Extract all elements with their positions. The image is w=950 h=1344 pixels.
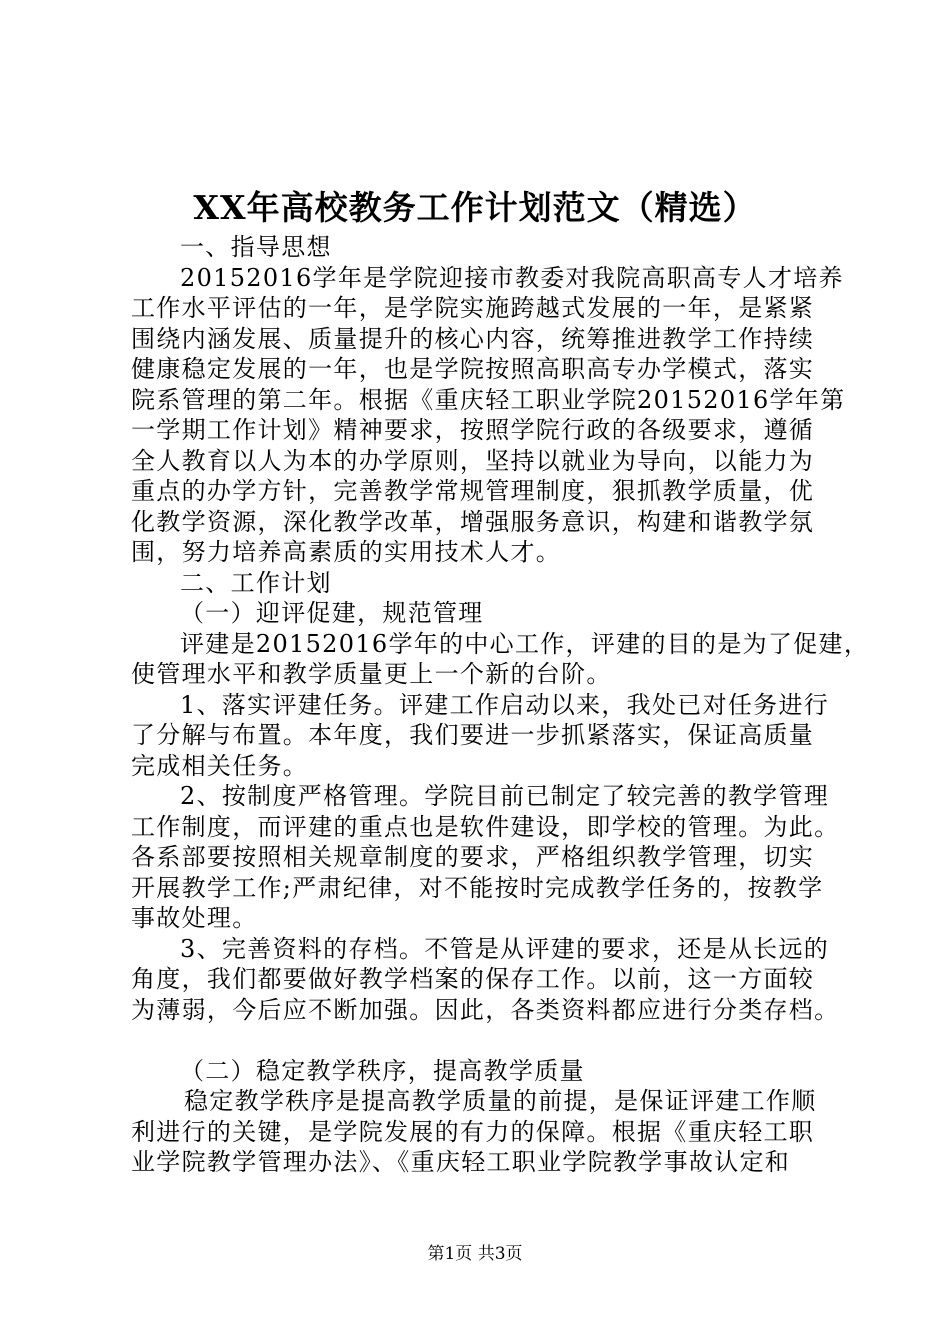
section-heading: 一、指导思想	[180, 233, 332, 261]
paragraph-line: 3、完善资料的存档。不管是从评建的要求，还是从长远的	[180, 934, 830, 963]
paragraph-line: 工作制度，而评建的重点也是软件建设，即学校的管理。为此。	[131, 812, 840, 841]
document-body	[131, 232, 870, 1178]
subsection-heading: （二）稳定教学秩序，提高教学质量	[180, 1056, 585, 1085]
paragraph-line: 健康稳定发展的一年，也是学院按照高职高专办学模式，落实	[131, 355, 815, 383]
paragraph-line: 院系管理的第二年。根据《重庆轻工职业学院20152016学年第	[131, 385, 846, 414]
paragraph-line: 业学院教学管理办法》、《重庆轻工职业学院教学事故认定和	[131, 1148, 791, 1176]
paragraph-line: 了分解与布置。本年度，我们要进一步抓紧落实，保证高质量	[131, 721, 815, 749]
paragraph-line: 评建是20152016学年的中心工作，评建的目的是为了促建，	[180, 629, 870, 658]
paragraph-line: 工作水平评估的一年，是学院实施跨越式发展的一年，是紧紧	[131, 294, 815, 322]
paragraph-line: 围，努力培养高素质的实用技术人才。	[131, 538, 562, 566]
subsection-heading: （一）迎评促建，规范管理	[180, 599, 484, 627]
section-heading: 二、工作计划	[180, 568, 332, 597]
paragraph-line: 开展教学工作;严肃纪律，对不能按时完成教学任务的，按教学	[131, 873, 824, 902]
paragraph-line: 1、落实评建任务。评建工作启动以来，我处已对任务进行	[180, 690, 830, 719]
paragraph-line: 20152016学年是学院迎接市教委对我院高职高专人才培养	[180, 263, 844, 292]
page-number: 第1页 共3页	[427, 1244, 523, 1264]
paragraph-line: 重点的办学方针，完善教学常规管理制度，狠抓教学质量，优	[131, 477, 815, 505]
paragraph-line: 利进行的关键，是学院发展的有力的保障。根据《重庆轻工职	[131, 1117, 815, 1146]
paragraph-line: 化教学资源，深化教学改革，增强服务意识，构建和谐教学氛	[131, 507, 815, 536]
page-title: XX年高校教务工作计划范文（精选）	[193, 188, 757, 227]
paragraph-line: 围绕内涵发展、质量提升的核心内容，统筹推进教学工作持续	[131, 324, 815, 353]
paragraph-line: 为薄弱，今后应不断加强。因此，各类资料都应进行分类存档。	[131, 995, 840, 1024]
paragraph-line: 使管理水平和教学质量更上一个新的台阶。	[131, 660, 612, 688]
paragraph-line: 全人教育以人为本的办学原则，坚持以就业为导向，以能力为	[131, 446, 815, 475]
paragraph-line: 角度，我们都要做好教学档案的保存工作。以前，这一方面较	[131, 965, 815, 993]
paragraph-line: 稳定教学秩序是提高教学质量的前提，是保证评建工作顺	[184, 1087, 817, 1115]
paragraph-line: 2、按制度严格管理。学院目前已制定了较完善的教学管理	[180, 782, 830, 810]
blank-line	[131, 1025, 831, 1056]
paragraph-line: 事故处理。	[131, 904, 258, 932]
paragraph-line: 各系部要按照相关规章制度的要求，严格组织教学管理，切实	[131, 843, 815, 871]
paragraph-line: 完成相关任务。	[131, 751, 309, 780]
paragraph-line: 一学期工作计划》精神要求，按照学院行政的各级要求，遵循	[131, 416, 815, 444]
